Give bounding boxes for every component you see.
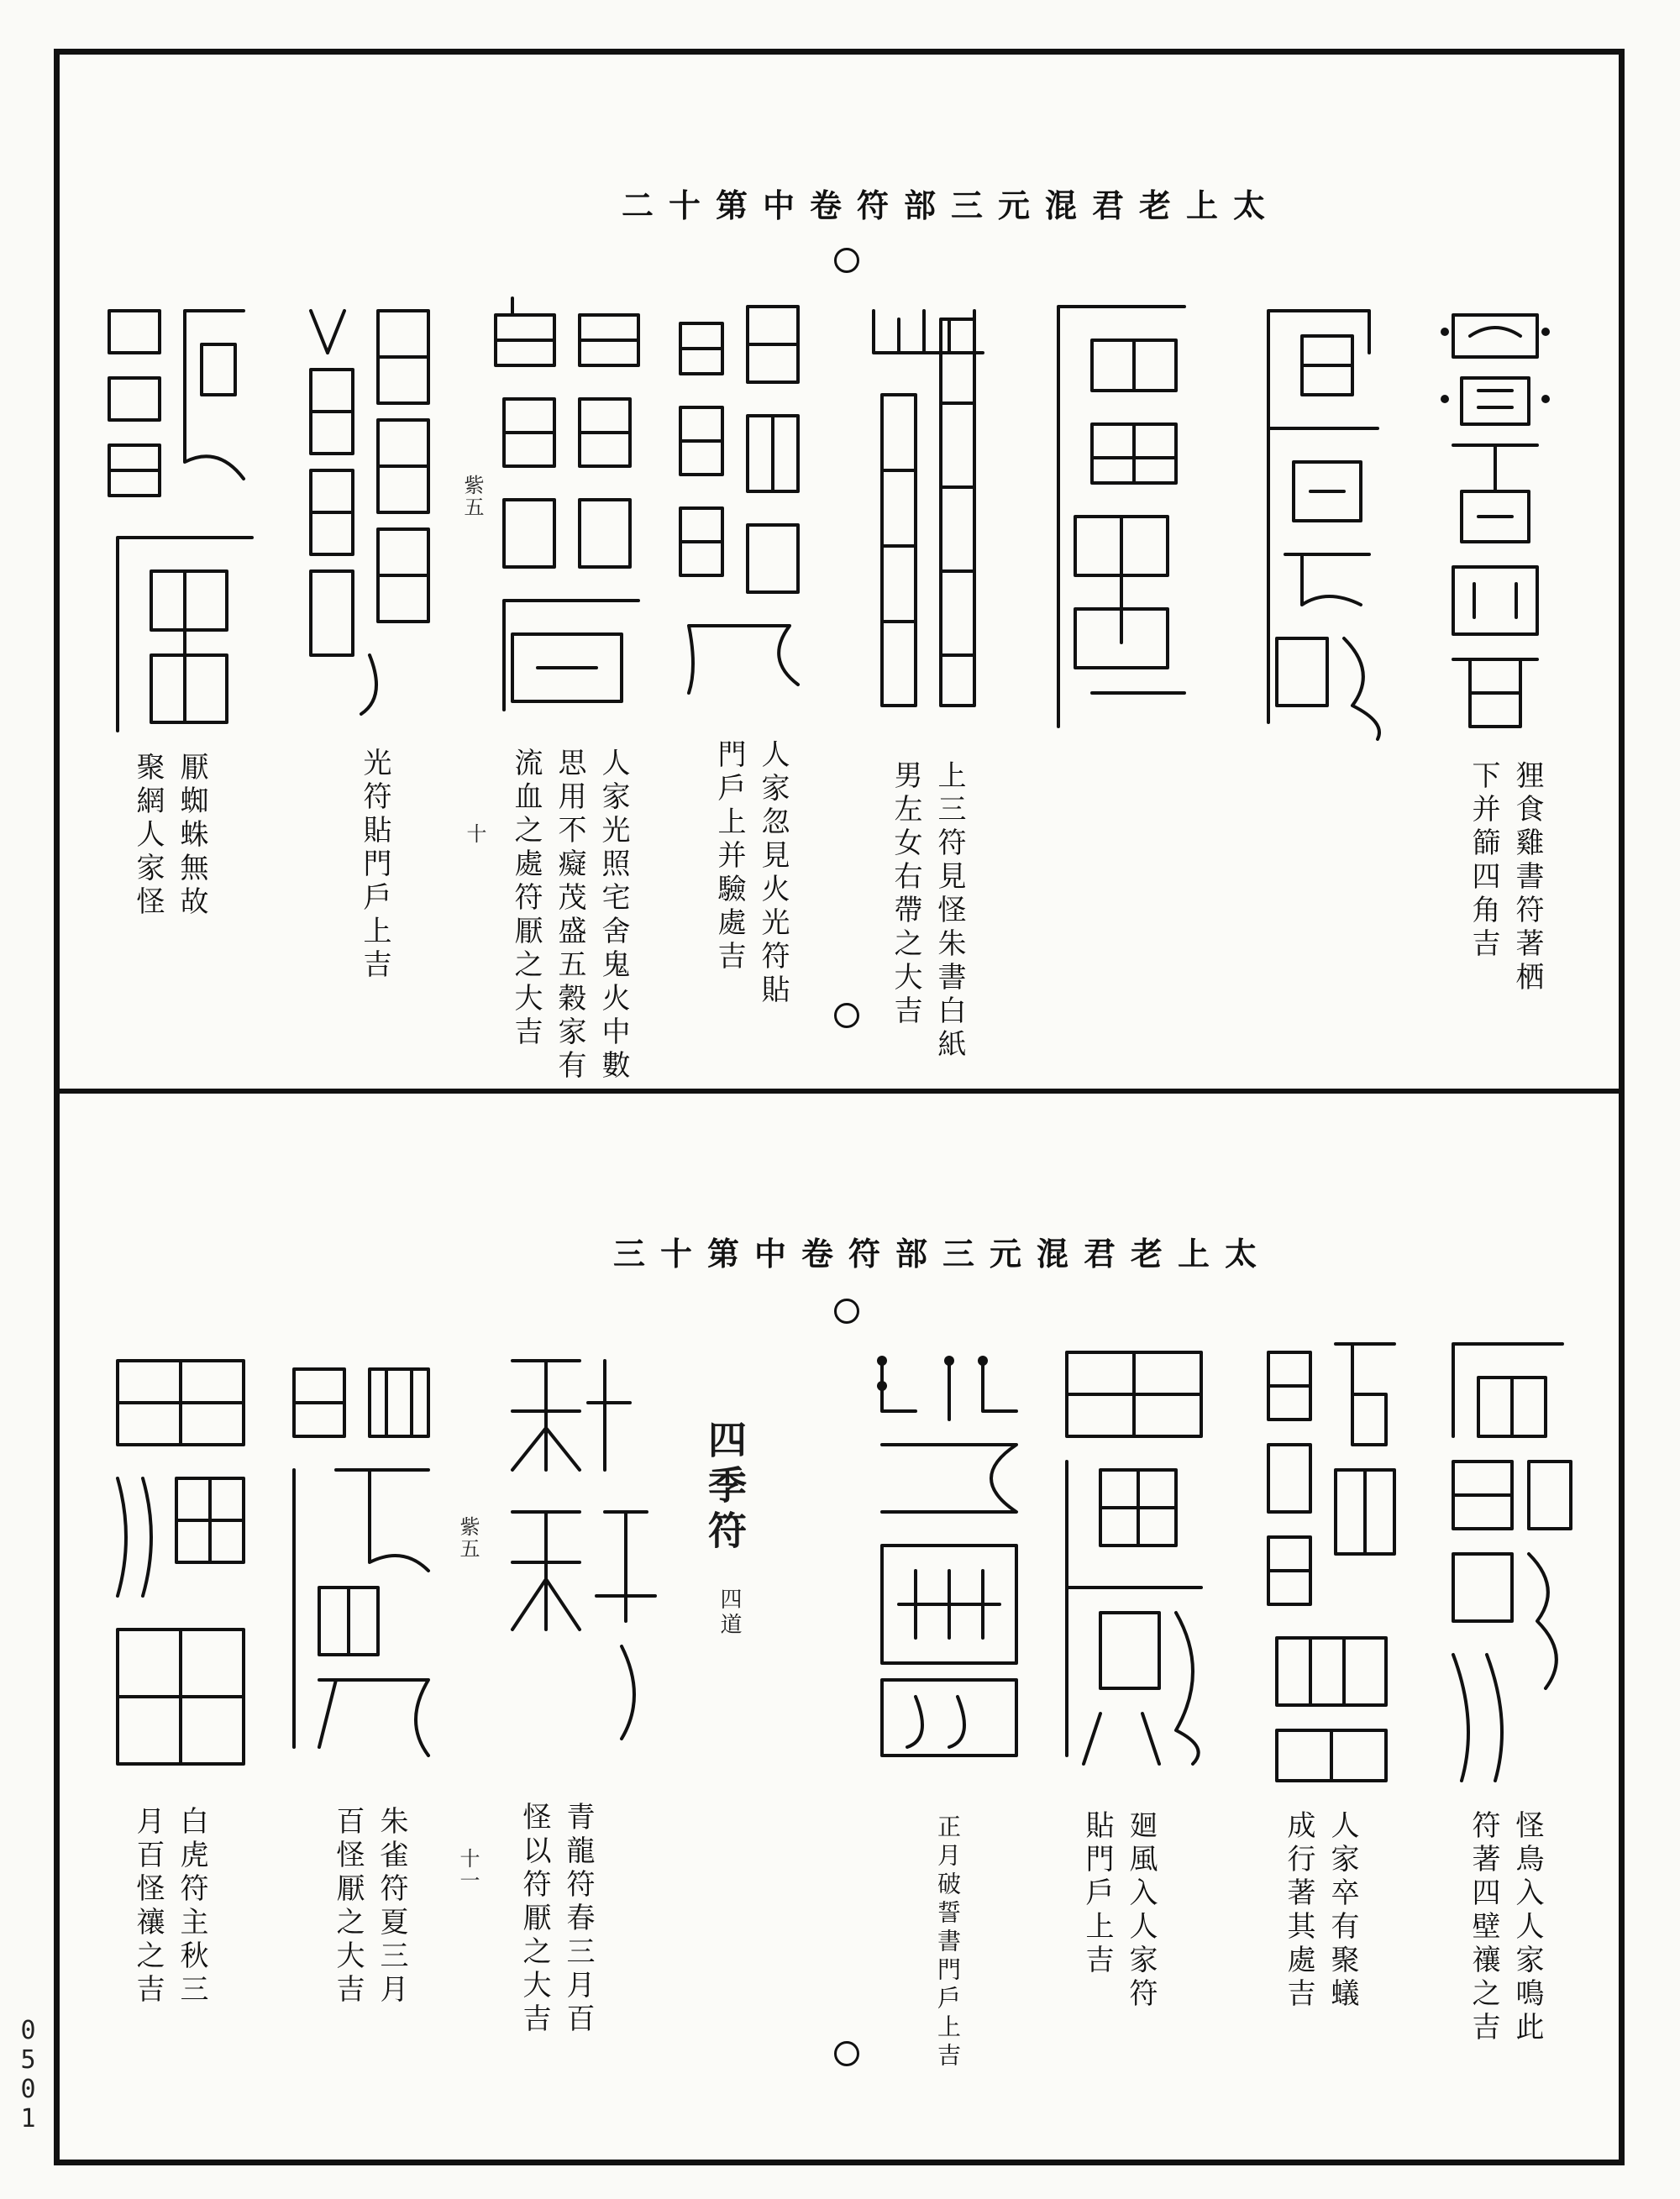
top-marker-number: 十 <box>463 823 486 845</box>
section-title: 四季符 <box>702 1420 748 1556</box>
talisman-bottom-4 <box>865 1344 1033 1764</box>
talisman-bottom-6-caption: 朱雀符夏三月 百怪厭之大吉 <box>331 1806 408 2007</box>
talisman-bottom-7-caption: 白虎符主秋三 月百怪禳之吉 <box>131 1806 208 2007</box>
talisman-bottom-2 <box>1260 1336 1403 1789</box>
talisman-bottom-4-caption: 正月破誓書門戶上吉 <box>934 1814 962 2071</box>
binding-hole-top-1 <box>834 248 859 273</box>
binding-hole-bottom-2 <box>834 2041 859 2066</box>
top-marker-section: 紫五 <box>460 475 484 518</box>
talisman-top-6-caption: 人家光照宅舍鬼火中數 思用不癡茂盛五穀家有 流血之處符厭之大吉 <box>509 748 630 1084</box>
bottom-marker-section: 紫五 <box>456 1516 480 1560</box>
talisman-bottom-1 <box>1436 1336 1579 1789</box>
binding-hole-bottom-1 <box>834 1299 859 1324</box>
talisman-bottom-3 <box>1050 1336 1218 1772</box>
talisman-bottom-2-caption: 人家卒有聚蟻 成行著其處吉 <box>1282 1810 1359 2012</box>
talisman-top-1-caption: 狸食雞書符著栖 下并篩四角吉 <box>1467 760 1544 995</box>
talisman-top-4 <box>865 302 991 722</box>
talisman-bottom-5 <box>496 1344 664 1747</box>
talisman-bottom-7 <box>101 1344 260 1781</box>
talisman-top-6 <box>487 290 647 735</box>
page-number: 0501 <box>13 2016 43 2133</box>
talisman-top-5 <box>672 290 806 710</box>
page-divider <box>54 1089 1625 1094</box>
top-header: 太上老君混元三部符卷中第十二 <box>622 186 1281 224</box>
talisman-top-8-caption: 厭蜘蛛無故 聚網人家怪 <box>131 752 208 920</box>
talisman-top-3 <box>1042 290 1201 743</box>
talisman-top-8 <box>101 294 260 748</box>
talisman-top-1 <box>1436 298 1554 743</box>
bottom-marker-number: 十一 <box>456 1848 480 1892</box>
binding-hole-top-2 <box>834 1003 859 1028</box>
talisman-top-7 <box>294 302 445 722</box>
talisman-top-5-caption: 人家忽見火光符貼 門戶上并驗處吉 <box>712 739 790 1008</box>
bottom-header: 太上老君混元三部符卷中第十三 <box>613 1235 1273 1273</box>
talisman-top-2 <box>1252 302 1394 748</box>
talisman-bottom-5-caption: 青龍符春三月百 怪以符厭之大吉 <box>517 1802 595 2037</box>
talisman-top-3-caption: 上三符見怪朱書白紙 男左女右帶之大吉 <box>889 760 966 1063</box>
talisman-bottom-1-caption: 怪鳥入人家鳴此 符著四壁禳之吉 <box>1467 1810 1544 2045</box>
talisman-bottom-3-caption: 廻風入人家符 貼門戶上吉 <box>1080 1810 1158 2012</box>
talisman-top-7-caption: 光符貼門戶上吉 <box>358 748 391 983</box>
talisman-bottom-6 <box>286 1352 445 1764</box>
section-subtitle: 四道 <box>717 1588 742 1638</box>
